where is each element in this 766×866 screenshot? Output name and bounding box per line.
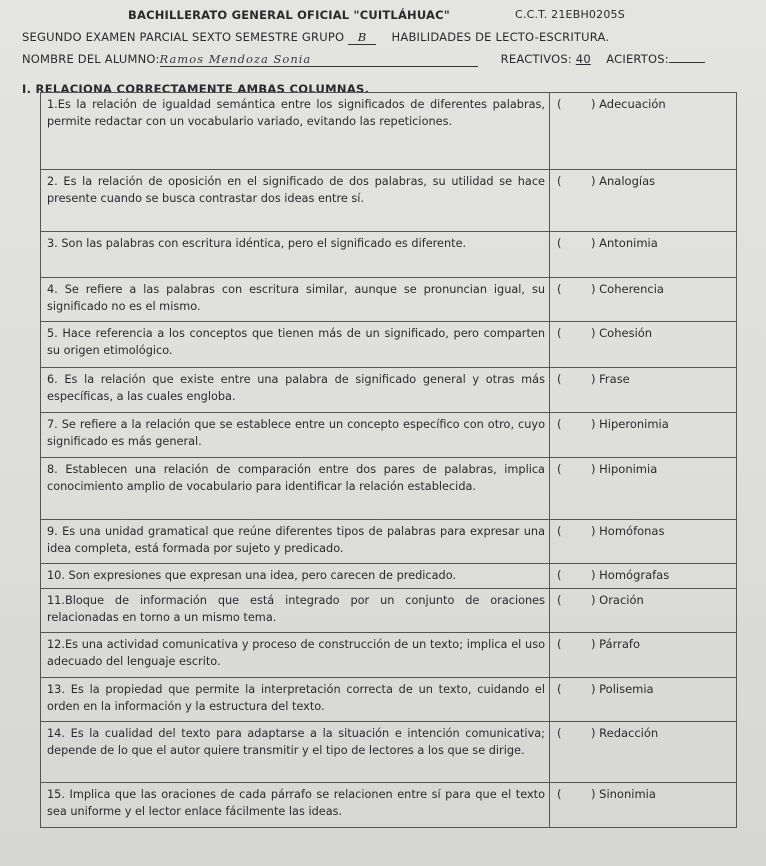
answer-blank: ( (557, 787, 562, 801)
table-row (41, 678, 736, 722)
option-label: ) Adecuación (591, 97, 666, 111)
option-label: ) Homógrafas (591, 568, 670, 582)
answer-option (557, 636, 732, 653)
student-name-field: Ramos Mendoza Sonia (160, 52, 478, 67)
table-row (41, 458, 736, 520)
table-row (41, 520, 736, 564)
answer-option (557, 523, 732, 540)
answer-blank: ( (557, 174, 562, 188)
section-title: I. RELACIONA CORRECTAMENTE AMBAS COLUMNAS. (22, 82, 370, 96)
answer-blank: ( (557, 372, 562, 386)
definition-text: 8. Establecen una relación de comparación entre dos pares de palabras, implica conocimiento amplio de vocabulario para identificar la relación establecida. (47, 463, 545, 493)
option-label: ) Frase (591, 372, 630, 386)
exam-info-line (22, 30, 609, 45)
answer-option (557, 567, 732, 584)
table-row (41, 322, 736, 368)
definition-text: 14. Es la cualidad del texto para adaptarse a la situación e intención comunicativa; depende de lo que el autor quiere transmitir y el tipo de lectores a los que se dirige. (47, 727, 545, 757)
option-label: ) Cohesión (591, 326, 653, 340)
answer-blank: ( (557, 524, 562, 538)
table-row (41, 278, 736, 322)
answer-option (557, 96, 732, 113)
option-label: ) Redacción (591, 726, 659, 740)
answer-option (557, 592, 732, 609)
option-label: ) Coherencia (591, 282, 664, 296)
answer-blank: ( (557, 593, 562, 607)
aciertos-label: ACIERTOS: (606, 52, 669, 66)
definition-text: 3. Son las palabras con escritura idéntica, pero el significado es diferente. (47, 237, 467, 250)
option-label: ) Analogías (591, 174, 656, 188)
name-label: NOMBRE DEL ALUMNO: (22, 52, 160, 66)
answer-blank: ( (557, 326, 562, 340)
table-row (41, 589, 736, 633)
definition-text: 15. Implica que las oraciones de cada párrafo se relacionen entre sí para que el texto sea uniforme y el lector enlace fácilmente las ideas. (47, 788, 545, 818)
answer-option (557, 416, 732, 433)
table-row (41, 783, 736, 827)
school-cct: C.C.T. 21EBH0205S (515, 8, 625, 21)
answer-blank: ( (557, 568, 562, 582)
reactivos-value: 40 (575, 52, 591, 66)
exam-label: SEGUNDO EXAMEN PARCIAL SEXTO SEMESTRE GRUPO (22, 30, 345, 44)
subject-title: HABILIDADES DE LECTO-ESCRITURA. (391, 30, 610, 44)
table-row (41, 722, 736, 783)
answer-blank: ( (557, 417, 562, 431)
definition-text: 11.Bloque de información que está integrado por un conjunto de oraciones relacionadas en torno a un mismo tema. (47, 594, 545, 624)
answer-option (557, 325, 732, 342)
answer-option (557, 681, 732, 698)
answer-blank: ( (557, 637, 562, 651)
table-row (41, 232, 736, 278)
option-label: ) Homófonas (591, 524, 665, 538)
answer-blank: ( (557, 97, 562, 111)
student-info-line (22, 52, 705, 67)
definition-text: 6. Es la relación que existe entre una palabra de significado general y otras más específicas, a las cuales engloba. (47, 373, 545, 403)
answer-option (557, 173, 732, 190)
definition-text: 4. Se refiere a las palabras con escritura similar, aunque se pronuncian igual, su significado no es el mismo. (47, 283, 545, 313)
option-label: ) Párrafo (591, 637, 640, 651)
option-label: ) Antonimia (591, 236, 658, 250)
option-label: ) Hiperonimia (591, 417, 669, 431)
definition-text: 5. Hace referencia a los conceptos que tienen más de un significado, pero comparten su origen etimológico. (47, 327, 545, 357)
group-field: B (348, 30, 376, 45)
option-label: ) Oración (591, 593, 644, 607)
answer-blank: ( (557, 726, 562, 740)
reactivos-label: REACTIVOS: (500, 52, 572, 66)
answer-option (557, 461, 732, 478)
table-row (41, 633, 736, 678)
definition-text: 10. Son expresiones que expresan una idea, pero carecen de predicado. (47, 569, 457, 582)
answer-blank: ( (557, 682, 562, 696)
table-row (41, 368, 736, 413)
answer-blank: ( (557, 282, 562, 296)
definition-text: 2. Es la relación de oposición en el significado de dos palabras, su utilidad se hace presente cuando se busca contrastar dos ideas entre sí. (47, 175, 545, 205)
answer-option (557, 235, 732, 252)
matching-table (40, 92, 737, 828)
definition-text: 9. Es una unidad gramatical que reúne diferentes tipos de palabras para expresar una idea completa, está formada por sujeto y predicado. (47, 525, 545, 555)
table-row (41, 93, 736, 170)
school-name: BACHILLERATO GENERAL OFICIAL "CUITLÁHUAC" (128, 8, 450, 22)
option-label: ) Sinonimia (591, 787, 656, 801)
answer-blank: ( (557, 462, 562, 476)
answer-option (557, 371, 732, 388)
aciertos-blank (669, 62, 705, 63)
table-row (41, 413, 736, 458)
option-label: ) Polisemia (591, 682, 654, 696)
table-row (41, 564, 736, 589)
answer-option (557, 281, 732, 298)
definition-text: 1.Es la relación de igualdad semántica entre los significados de diferentes palabras, permite redactar con un vocabulario variado, evitando las repeticiones. (47, 98, 545, 128)
option-label: ) Hiponimia (591, 462, 658, 476)
definition-text: 7. Se refiere a la relación que se establece entre un concepto específico con otro, cuyo significado es más general. (47, 418, 545, 448)
answer-blank: ( (557, 236, 562, 250)
answer-option (557, 725, 732, 742)
answer-option (557, 786, 732, 803)
definition-text: 13. Es la propiedad que permite la interpretación correcta de un texto, cuidando el orden en la información y la estructura del texto. (47, 683, 545, 713)
table-row (41, 170, 736, 232)
definition-text: 12.Es una actividad comunicativa y proceso de construcción de un texto; implica el uso adecuado del lenguaje escrito. (47, 638, 545, 668)
